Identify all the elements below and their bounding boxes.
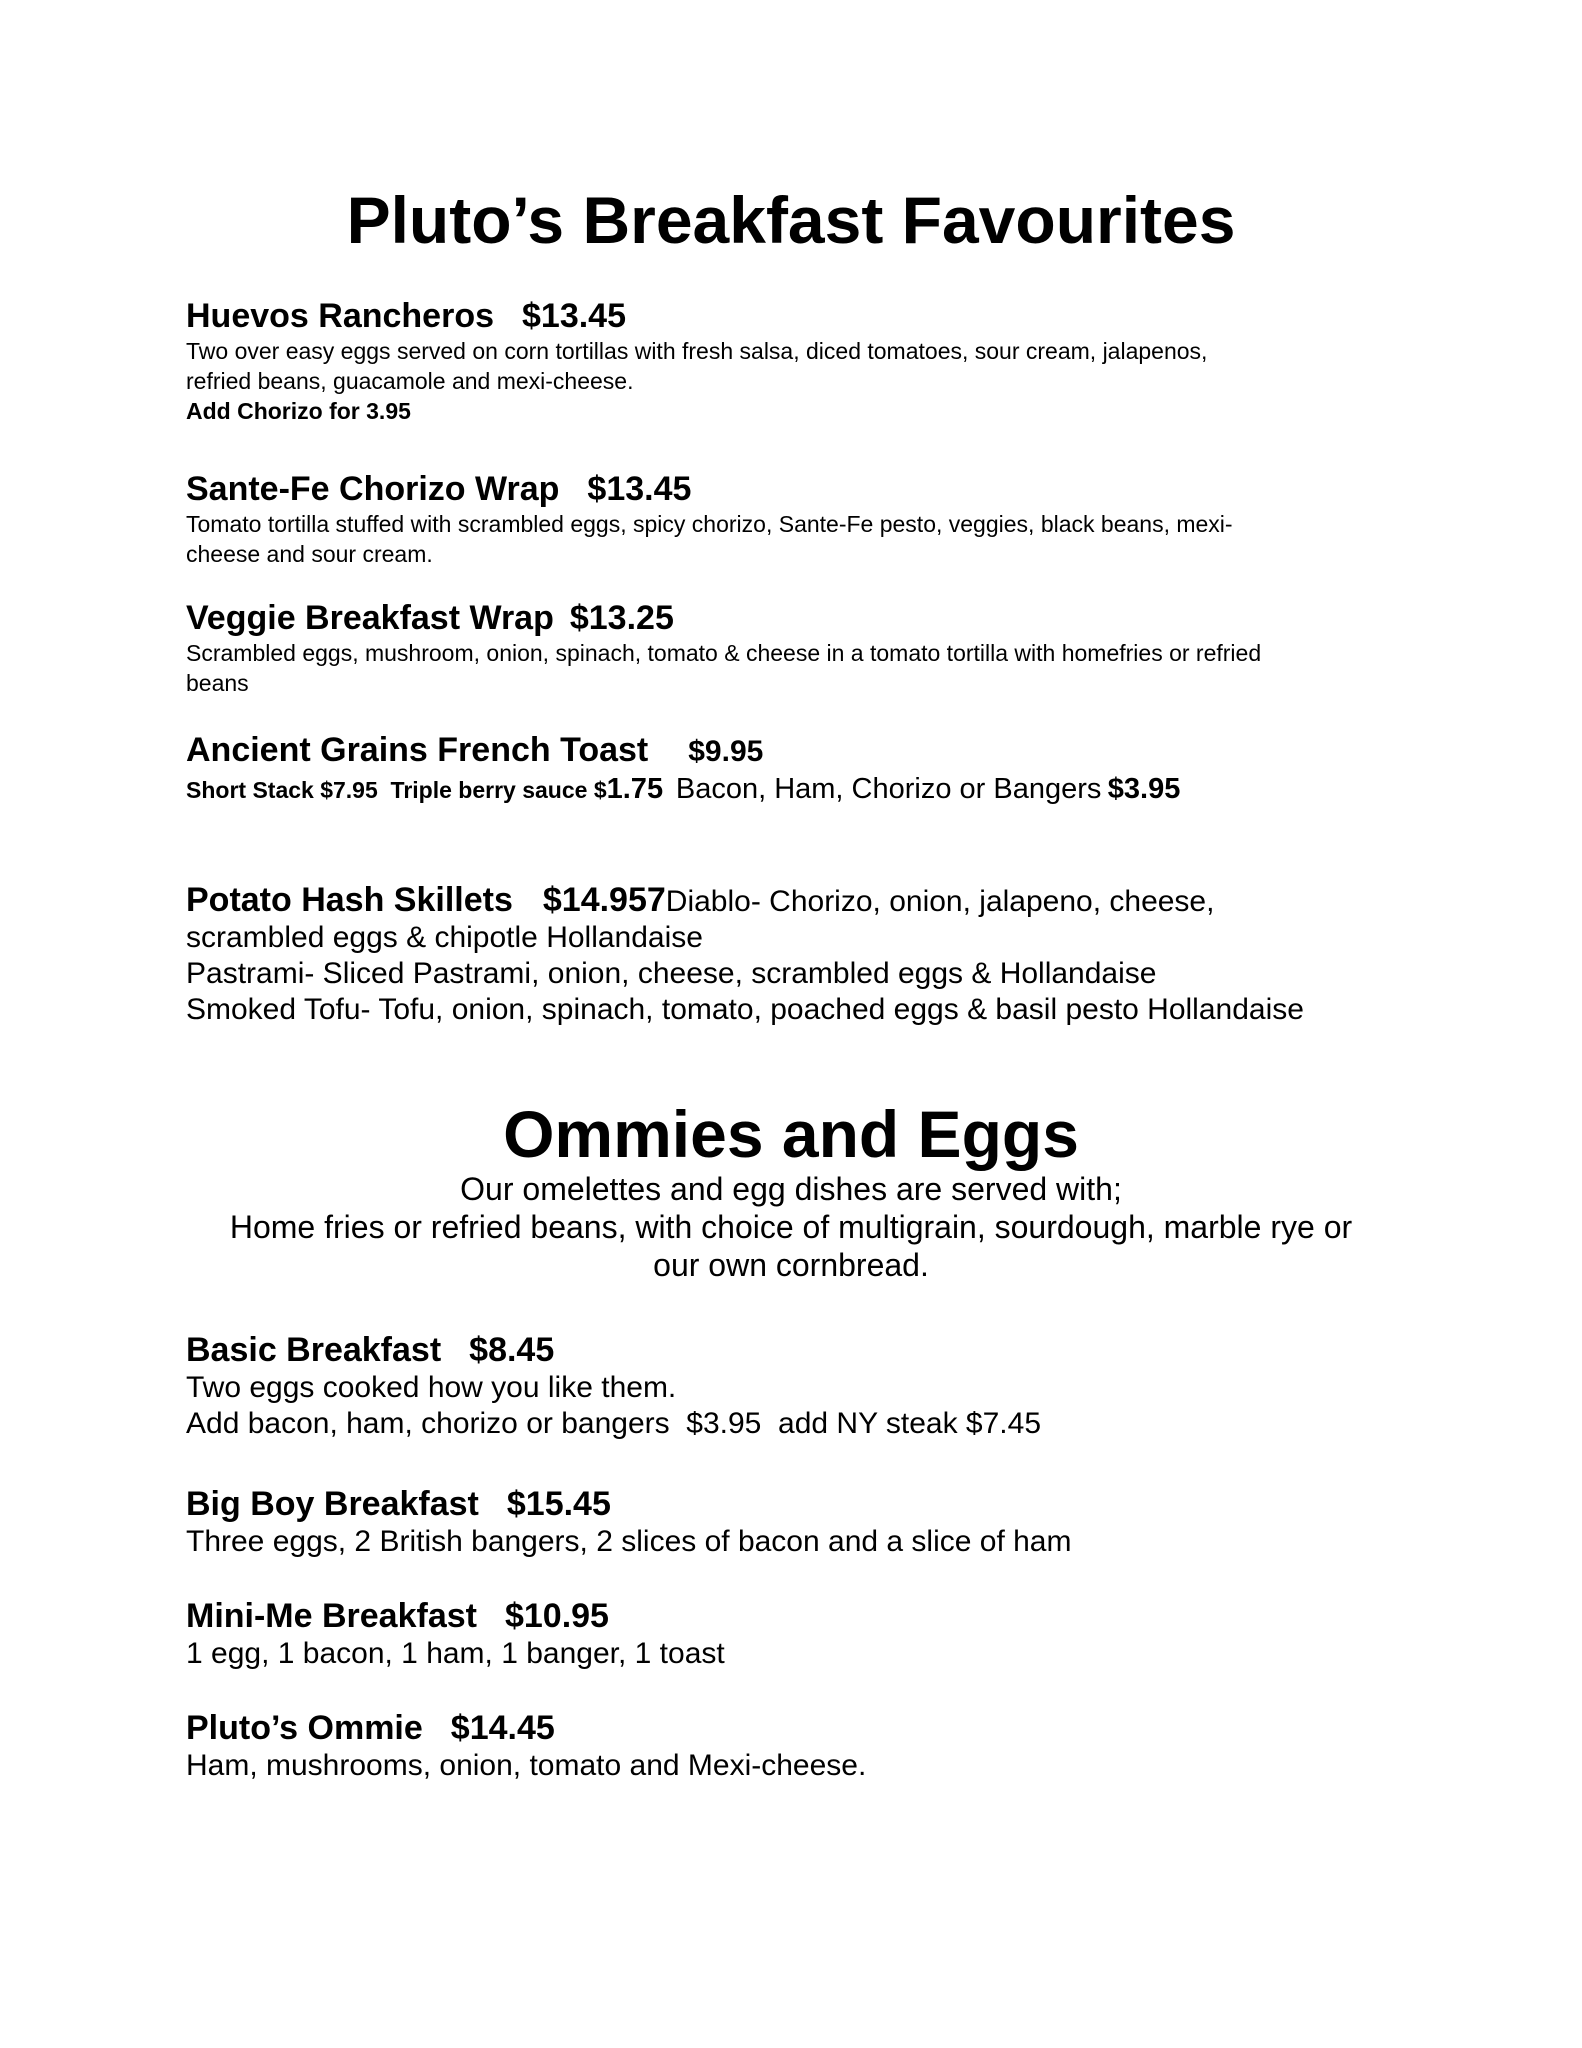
menu-item-mini-me-breakfast	[186, 1596, 1426, 1672]
item-description: beans	[186, 670, 249, 696]
item-name: Huevos Rancheros	[186, 297, 494, 335]
menu-item-sante-fe-chorizo-wrap	[186, 469, 1426, 569]
item-description: Ham, mushrooms, onion, tomato and Mexi-cheese.	[186, 1749, 867, 1782]
skillet-diablo-continued: scrambled eggs & chipotle Hollandaise	[186, 921, 703, 954]
item-name: Veggie Breakfast Wrap	[186, 599, 554, 637]
item-name: Mini-Me Breakfast	[186, 1597, 477, 1635]
skillet-pastrami: Pastrami- Sliced Pastrami, onion, cheese, scrambled eggs & Hollandaise	[186, 957, 1157, 990]
item-price: $14.957	[542, 881, 666, 919]
item-price: $9.95	[688, 735, 764, 768]
item-description: Scrambled eggs, mushroom, onion, spinach, tomato & cheese in a tomato tortilla with homefries or refried	[186, 640, 1262, 666]
item-description: refried beans, guacamole and mexi-cheese.	[186, 368, 634, 394]
item-price: $13.25	[569, 599, 674, 637]
item-heading	[186, 1484, 1426, 1524]
menu-item-veggie-breakfast-wrap	[186, 598, 1426, 698]
item-addon: Add Chorizo for 3.95	[186, 398, 411, 424]
intro-line: Home fries or refried beans, with choice of multigrain, sourdough, marble rye or	[229, 1209, 1353, 1245]
menu-item-huevos-rancheros	[186, 296, 1426, 426]
item-description: Three eggs, 2 British bangers, 2 slices of bacon and a slice of ham	[186, 1525, 1072, 1558]
meat-options: Bacon, Ham, Chorizo or Bangers	[675, 773, 1102, 805]
section-title-breakfast-favourites: Pluto’s Breakfast Favourites	[346, 183, 1236, 257]
item-name: Potato Hash Skillets	[186, 881, 513, 919]
item-heading	[186, 469, 1426, 509]
intro-line: Our omelettes and egg dishes are served with;	[460, 1171, 1122, 1207]
menu-item-ancient-grains-french-toast	[186, 730, 1426, 807]
meat-options-price: $3.95	[1107, 773, 1181, 805]
berry-sauce-label: Triple berry sauce $	[390, 777, 607, 803]
berry-sauce-price: 1.75	[606, 773, 664, 805]
item-price: $14.45	[450, 1709, 555, 1747]
item-description: Two over easy eggs served on corn tortillas with fresh salsa, diced tomatoes, sour cream, jalapenos,	[186, 338, 1208, 364]
short-stack-option: Short Stack $7.95	[186, 777, 378, 803]
menu-item-basic-breakfast	[186, 1330, 1426, 1442]
item-description: Tomato tortilla stuffed with scrambled eggs, spicy chorizo, Sante-Fe pesto, veggies, black beans, mexi-	[186, 511, 1233, 537]
item-name: Ancient Grains French Toast	[186, 731, 649, 769]
item-heading	[186, 296, 1426, 336]
item-heading	[186, 882, 1426, 920]
item-price: $10.95	[504, 1597, 609, 1635]
section-title-ommies-and-eggs: Ommies and Eggs	[503, 1097, 1079, 1171]
item-name: Pluto’s Ommie	[186, 1709, 423, 1747]
item-price: $13.45	[587, 470, 692, 508]
item-name: Basic Breakfast	[186, 1331, 442, 1369]
menu-item-big-boy-breakfast	[186, 1484, 1426, 1560]
item-heading	[186, 1596, 1426, 1636]
item-options-line	[186, 772, 1426, 807]
skillet-diablo: Diablo- Chorizo, onion, jalapeno, cheese,	[665, 885, 1215, 918]
item-name: Big Boy Breakfast	[186, 1485, 479, 1523]
item-heading	[186, 598, 1426, 638]
item-name: Sante-Fe Chorizo Wrap	[186, 470, 560, 508]
menu-item-potato-hash-skillets	[186, 882, 1426, 1028]
item-price: $13.45	[522, 297, 626, 335]
item-heading	[186, 1330, 1426, 1370]
intro-line: our own cornbread.	[653, 1247, 929, 1283]
skillet-smoked-tofu: Smoked Tofu- Tofu, onion, spinach, tomato, poached eggs & basil pesto Hollandaise	[186, 993, 1304, 1026]
item-description: Two eggs cooked how you like them.	[186, 1371, 677, 1404]
item-price: $8.45	[469, 1331, 555, 1369]
item-addon: Add bacon, ham, chorizo or bangers $3.95 add NY steak $7.45	[186, 1407, 1041, 1440]
item-heading	[186, 730, 1426, 772]
menu-item-plutos-ommie	[186, 1708, 1426, 1784]
item-price: $15.45	[506, 1485, 611, 1523]
item-description: 1 egg, 1 bacon, 1 ham, 1 banger, 1 toast	[186, 1637, 725, 1670]
item-heading	[186, 1708, 1426, 1748]
section-intro	[0, 1170, 1582, 1284]
item-description: cheese and sour cream.	[186, 541, 433, 567]
